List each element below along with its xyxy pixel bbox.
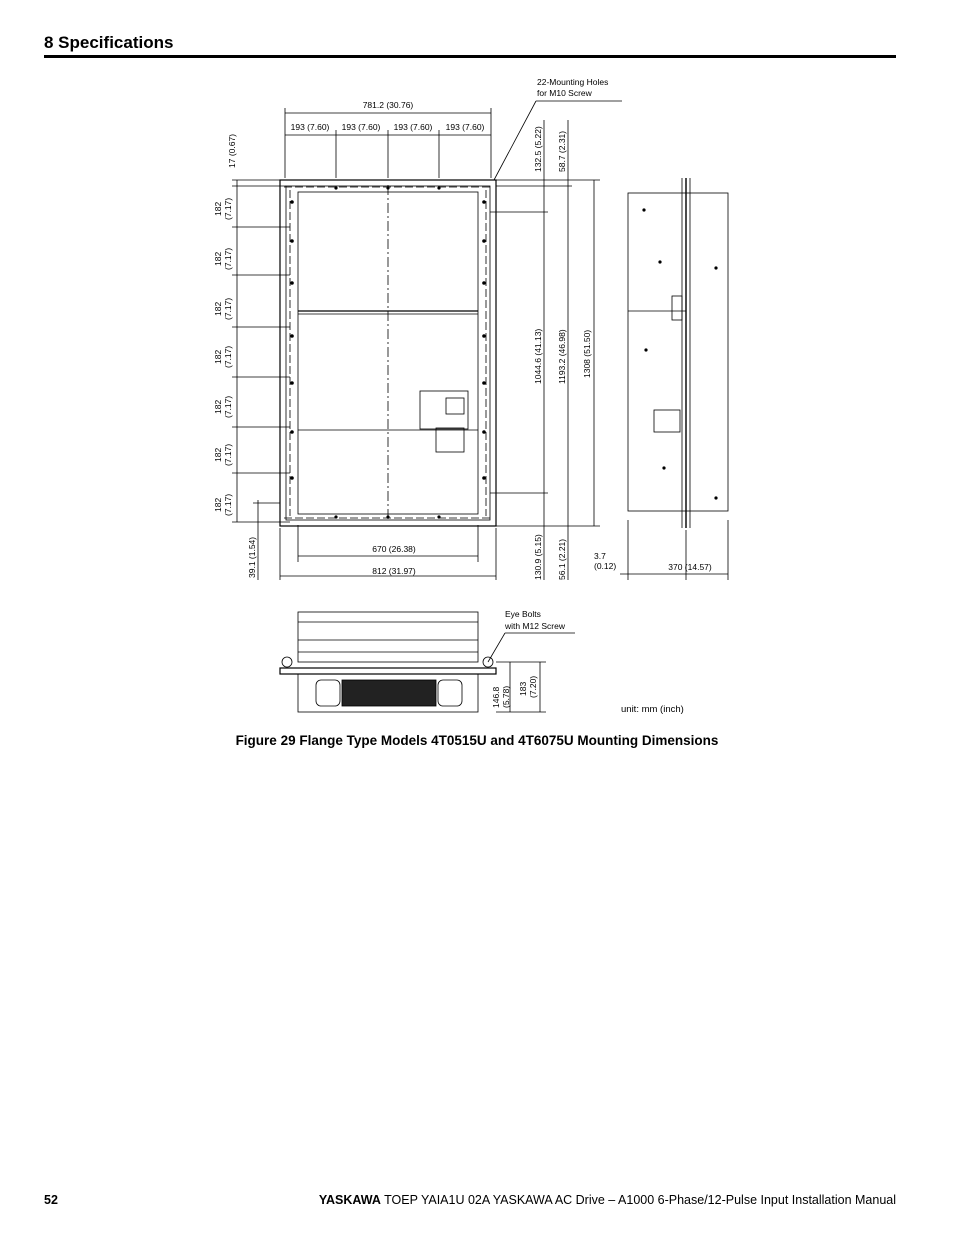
bottom-view-body [298,612,478,662]
mounting-holes-label-2: for M10 Screw [537,88,592,98]
side-view-body [628,193,686,511]
dim-146-label: 146.8 [491,686,501,708]
page-number: 52 [44,1193,58,1207]
pitch-inch-5: (7.17) [223,395,233,418]
width-812-label: 812 (31.97) [372,566,416,576]
pitch-inch-7: (7.17) [223,493,233,516]
dim-146-inch-label: (5.78) [501,685,511,708]
pitch-inch-4: (7.17) [223,345,233,368]
width-top-label: 781.2 (30.76) [362,100,414,110]
footer-brand: YASKAWA [318,1193,381,1207]
segment-label-3: 193 (7.60) [393,122,433,132]
segment-label-4: 193 (7.60) [445,122,485,132]
segment-label-1: 193 (7.60) [290,122,330,132]
unit-label: unit: mm (inch) [621,704,684,715]
page-footer [44,1193,896,1213]
dim-1193-label: 1193.2 (46.98) [557,329,567,384]
eye-bolts-label: Eye Bolts [505,609,541,619]
dim-1308-label: 1308 (51.50) [582,329,592,378]
pitch-value-7: 182 [213,497,223,512]
pitch-value-3: 182 [213,301,223,316]
dim-39-label: 39.1 (1.54) [247,536,257,578]
dim-183-label: 183 [518,681,528,696]
section-title: 8 Specifications [44,33,174,52]
dim-58-label: 58.7 (2.31) [557,130,567,172]
dim-132-label: 132.5 (5.22) [533,126,543,172]
pitch-value-4: 182 [213,349,223,364]
dim-130-label: 130.9 (5.15) [533,534,543,580]
footer-text: TOEP YAIA1U 02A YASKAWA AC Drive – A1000 6-Phase/12-Pulse Input Installation Manual [380,1193,896,1207]
pitch-value-1: 182 [213,201,223,216]
mounting-holes-label: 22-Mounting Holes [537,77,609,87]
dim-1044-label: 1044.6 (41.13) [533,328,543,384]
pitch-value-6: 182 [213,447,223,462]
dim-183-inch-label: (7.20) [528,675,538,698]
eye-bolts-label-2: with M12 Screw [505,621,565,631]
footer-title [319,1193,896,1207]
top-offset-label: 17 (0.67) [227,133,237,168]
depth-370-label: 370 (14.57) [668,562,712,572]
segment-label-2: 193 (7.60) [341,122,381,132]
dim-3-7-inch-label: (0.12) [594,561,617,571]
dim-3-7-label: 3.7 [594,551,606,561]
dim-56-label: 56.1 (2.21) [557,538,567,580]
pitch-inch-6: (7.17) [223,443,233,466]
pitch-value-2: 182 [213,251,223,266]
operator-panel [420,391,468,429]
pitch-inch-3: (7.17) [223,297,233,320]
pitch-inch-2: (7.17) [223,247,233,270]
figure-caption: Figure 29 Flange Type Models 4T0515U and 4T6075U Mounting Dimensions [235,733,719,748]
pitch-value-5: 182 [213,399,223,414]
pitch-inch-1: (7.17) [223,197,233,220]
width-670-label: 670 (26.38) [372,544,416,554]
